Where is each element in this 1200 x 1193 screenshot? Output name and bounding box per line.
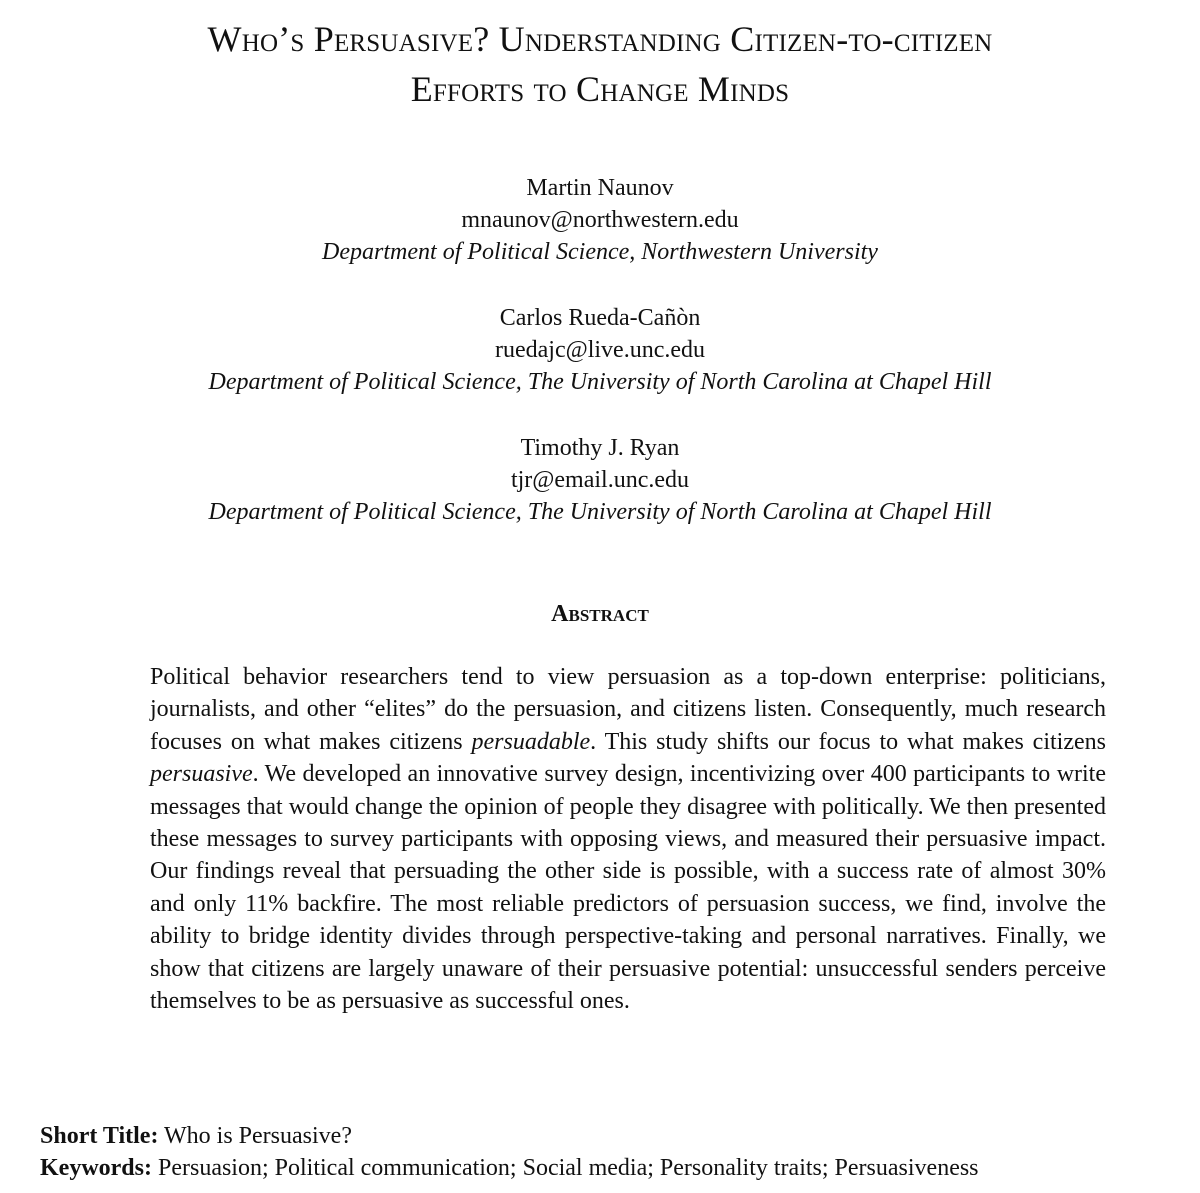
author-list — [0, 172, 1200, 562]
abstract-text — [150, 661, 1106, 1017]
keywords-label: Keywords: — [40, 1155, 152, 1181]
author-block — [0, 432, 1200, 528]
title-line-1: Who’s Persuasive? Understanding Citizen-to-citizen — [207, 19, 993, 59]
abstract-part: . This study shifts our focus to what makes citizens — [590, 728, 1106, 755]
short-title-line — [40, 1120, 1180, 1152]
author-affiliation: Department of Political Science, Northwestern University — [322, 239, 878, 265]
abstract-part: . We developed an innovative survey design, incentivizing over 400 participants to write messages that would change the opinion of people they disagree with politically. We then presented these messages to survey participants with opposing views, and measured their persuasive impact. Our findings reveal that persuading the other side is possible, with a success rate of almost 30% and only 11% backfire. The most reliable predictors of persuasion success, we find, involve the ability to bridge identity divides through perspective-taking and personal narratives. Finally, we show that citizens are largely unaware of their persuasive potential: unsuccessful senders perceive themselves to be as persuasive as successful ones. — [150, 761, 1106, 1015]
author-affiliation: Department of Political Science, The University of North Carolina at Chapel Hill — [208, 499, 992, 525]
abstract-heading: Abstract — [551, 601, 649, 627]
keywords-line — [40, 1152, 1180, 1184]
author-block — [0, 302, 1200, 398]
author-name: Carlos Rueda-Cañòn — [499, 305, 701, 331]
abstract-part: Political behavior researchers tend to view persuasion as a top-down enterprise: politicians, journalists, and other “elites” do the persuasion, and citizens listen. Consequently, much research focuses on what makes citizens — [150, 664, 1106, 755]
short-title-value: Who is Persuasive? — [158, 1123, 352, 1149]
author-block — [0, 172, 1200, 268]
paper-title — [0, 14, 1200, 114]
author-affiliation: Department of Political Science, The University of North Carolina at Chapel Hill — [208, 369, 992, 395]
author-email: tjr@email.unc.edu — [510, 467, 690, 493]
author-name: Martin Naunov — [526, 175, 674, 201]
author-email: mnaunov@northwestern.edu — [461, 207, 739, 233]
abstract-emphasis: persuasive — [150, 761, 253, 788]
abstract-emphasis: persuadable — [471, 728, 591, 755]
short-title-label: Short Title: — [40, 1123, 159, 1149]
title-line-2: Efforts to Change Minds — [410, 69, 790, 109]
author-email: ruedajc@live.unc.edu — [494, 337, 705, 363]
author-name: Timothy J. Ryan — [520, 435, 680, 461]
keywords-value: Persuasion; Political communication; Social media; Personality traits; Persuasiveness — [151, 1155, 979, 1181]
